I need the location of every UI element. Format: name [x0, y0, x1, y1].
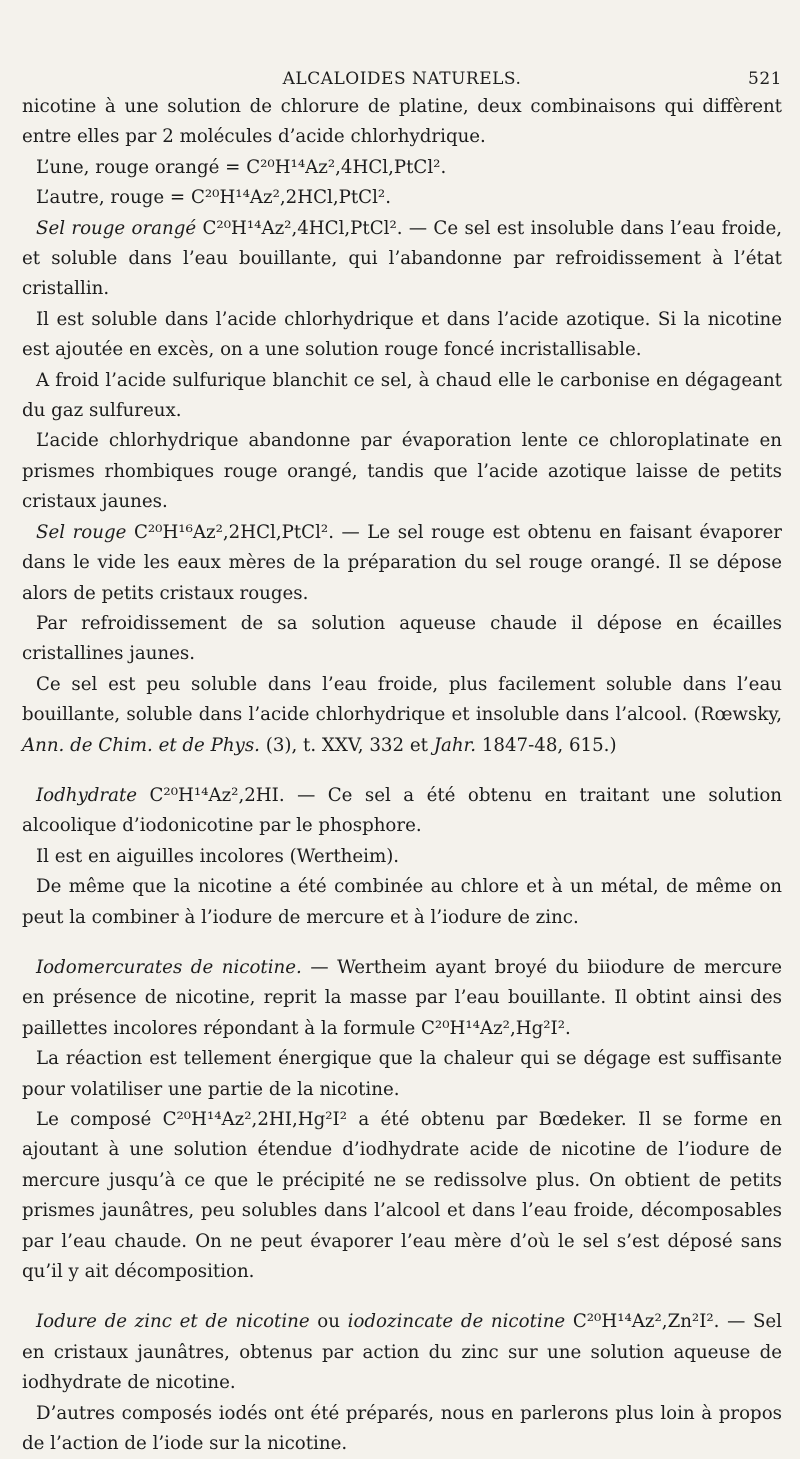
italic-text: Iodhydrate: [36, 784, 138, 806]
paragraph: [22, 670, 782, 761]
text-run: D’autres composés iodés ont été préparés, nous en parlerons plus loin à propos de l’action de l’iode sur la nicotine.: [22, 1402, 782, 1455]
paragraph: [22, 1105, 782, 1287]
paragraph: [22, 518, 782, 609]
italic-text: Iodomercurates de nicotine.: [36, 956, 302, 978]
text-run: Par refroidissement de sa solution aqueuse chaude il dépose en écailles cristallines jaunes.: [22, 612, 782, 665]
text-run: L’acide chlorhydrique abandonne par évaporation lente ce chloroplatinate en prismes rhombiques rouge orangé, tandis que l’acide azotique laisse de petits cristaux jaunes.: [22, 430, 782, 513]
paragraph: [22, 1399, 782, 1459]
text-run: C²⁰H¹⁴Az²,4HCl,PtCl². — Ce sel est insoluble dans l’eau froide, et soluble dans l’eau bouillante, qui l’abandonne par refroidissement à l’état cristallin.: [22, 217, 782, 300]
paragraph: [22, 366, 782, 427]
text-run: La réaction est tellement énergique que la chaleur qui se dégage est suffisante pour volatiliser une partie de la nicotine.: [22, 1048, 782, 1100]
text-run: ou: [309, 1311, 348, 1333]
text-run: C²⁰H¹⁴Az²,2HI. — Ce sel a été obtenu en traitant une solution alcoolique d’iodonicotine par le phosphore.: [22, 784, 782, 837]
section-gap: [22, 761, 782, 781]
text-run: C²⁰H¹⁶Az²,2HCl,PtCl². — Le sel rouge est obtenu en faisant évaporer dans le vide les eaux mères de la préparation du sel rouge orangé. Il se dépose alors de petits cristaux rouges.: [22, 521, 782, 604]
paragraph: [22, 305, 782, 366]
paragraph: [22, 781, 782, 842]
italic-text: Ann. de Chim. et de Phys.: [22, 734, 260, 756]
text-run: Il est en aiguilles incolores (Wertheim).: [36, 845, 400, 867]
body-text: [22, 92, 782, 1459]
running-title: ALCALOIDES NATURELS.: [282, 69, 522, 89]
paragraph: [22, 1044, 782, 1105]
paragraph: [22, 609, 782, 670]
text-run: A froid l’acide sulfurique blanchit ce sel, à chaud elle le carbonise en dégageant du gaz sulfureux.: [22, 369, 782, 422]
text-run: — Wertheim ayant broyé du biiodure de mercure en présence de nicotine, reprit la masse par l’eau bouillante. Il obtint ainsi des paillettes incolores répondant à la formule C²⁰H¹⁴Az²,Hg²I².: [22, 956, 782, 1039]
paragraph: [22, 153, 782, 183]
italic-text: Sel rouge: [36, 521, 127, 543]
paragraph: [22, 183, 782, 213]
text-run: nicotine à une solution de chlorure de platine, deux combinaisons qui diffèrent entre elles par 2 molécules d’acide chlorhydrique.: [22, 96, 782, 148]
paragraph: [22, 214, 782, 305]
text-run: Il est soluble dans l’acide chlorhydrique et dans l’acide azotique. Si la nicotine est ajoutée en excès, on a une solution rouge foncé incristallisable.: [22, 308, 782, 361]
text-run: (3), t. XXV, 332 et: [259, 734, 434, 756]
page-number: 521: [748, 69, 782, 89]
italic-text: Jahr.: [433, 734, 477, 756]
document-page: [22, 58, 782, 1459]
italic-text: Sel rouge orangé: [36, 217, 197, 239]
paragraph: [22, 92, 782, 153]
section-gap: [22, 933, 782, 953]
text-run: Ce sel est peu soluble dans l’eau froide, plus facilement soluble dans l’eau bouillante, soluble dans l’acide chlorhydrique et insoluble dans l’alcool. (Rœwsky,: [22, 673, 782, 726]
paragraph: [22, 426, 782, 517]
italic-text: iodozincate de nicotine: [347, 1311, 566, 1333]
paragraph: [22, 842, 782, 872]
italic-text: Iodure de zinc et de nicotine: [36, 1311, 310, 1333]
running-header: [22, 58, 782, 90]
paragraph: [22, 872, 782, 933]
section-gap: [22, 1287, 782, 1307]
paragraph: [22, 1307, 782, 1398]
text-run: L’une, rouge orangé = C²⁰H¹⁴Az²,4HCl,PtCl².: [36, 156, 447, 178]
text-run: C²⁰H¹⁴Az²,Zn²I². — Sel en cristaux jaunâtres, obtenus par action du zinc sur une solution aqueuse de iodhydrate de nicotine.: [22, 1311, 782, 1394]
text-run: L’autre, rouge = C²⁰H¹⁴Az²,2HCl,PtCl².: [36, 187, 391, 209]
text-run: Le composé C²⁰H¹⁴Az²,2HI,Hg²I² a été obtenu par Bœdeker. Il se forme en ajoutant à une solution étendue d’iodhydrate acide de nicotine de l’iodure de mercure jusqu’à ce que le précipité ne se redissolve plus. On obtient de petits prismes jaunâtres, peu solubles dans l’alcool et dans l’eau froide, décomposables par l’eau chaude. On ne peut évaporer l’eau mère d’où le sel s’est déposé sans qu’il y ait décomposition.: [22, 1109, 782, 1283]
text-run: 1847-48, 615.): [476, 734, 617, 756]
paragraph: [22, 953, 782, 1044]
text-run: De même que la nicotine a été combinée au chlore et à un métal, de même on peut la combiner à l’iodure de mercure et à l’iodure de zinc.: [22, 876, 782, 928]
